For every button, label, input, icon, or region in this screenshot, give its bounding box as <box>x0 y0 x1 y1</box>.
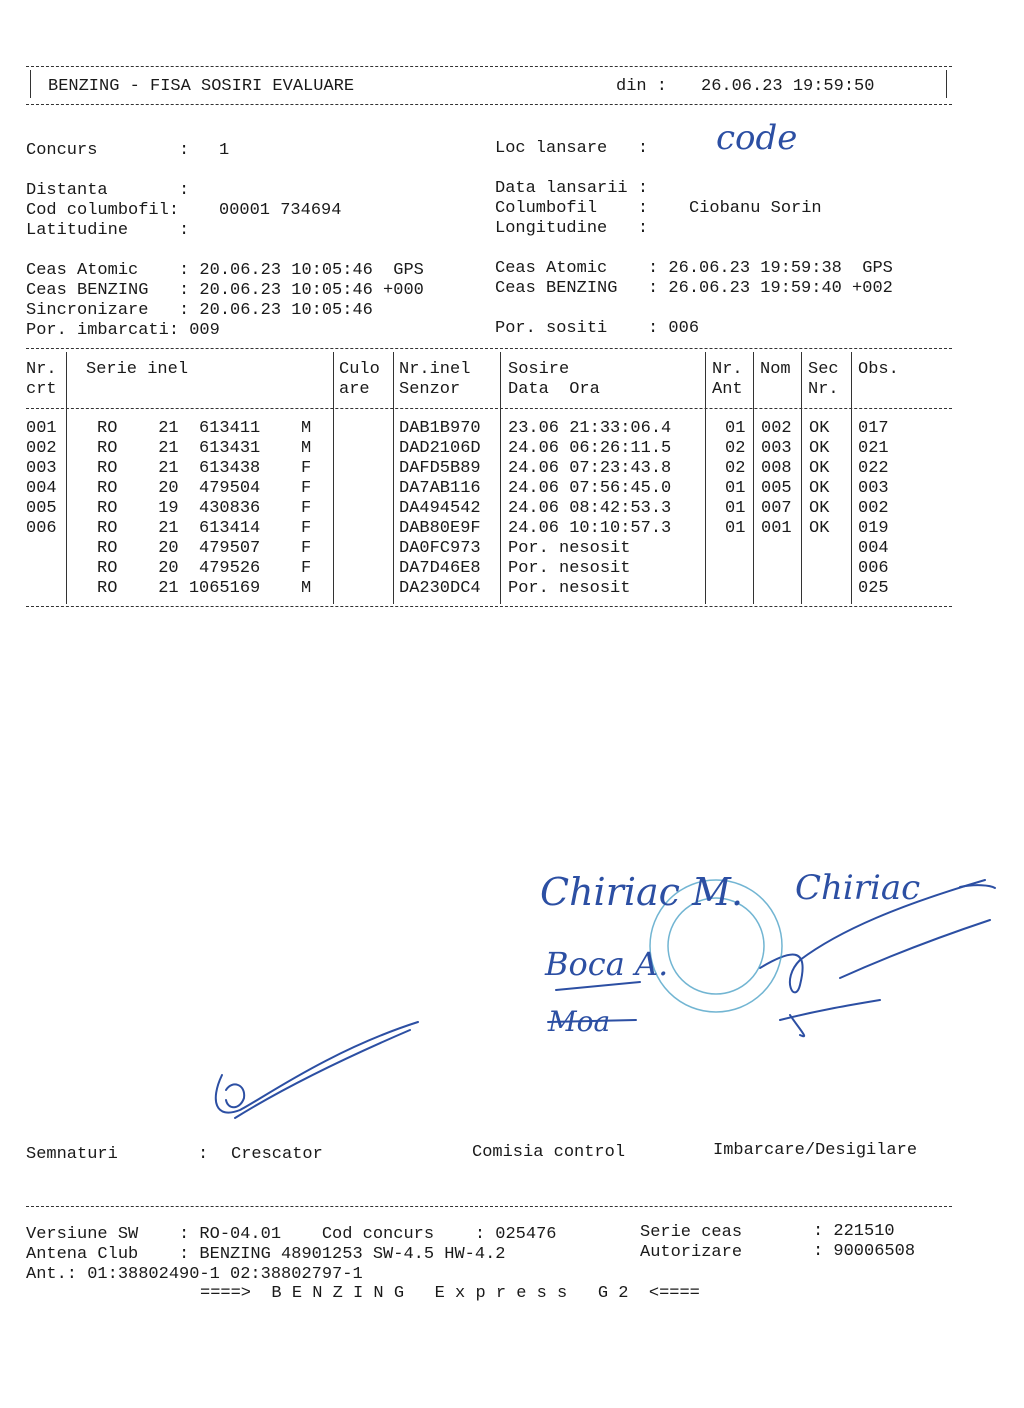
header-nr-ant-2: Ant <box>712 380 743 399</box>
handwritten-name-4: Chiriac <box>795 868 921 908</box>
cell-sosire: Por. nesosit <box>508 559 631 578</box>
cell-sec: OK <box>809 479 830 498</box>
header-sosire: Sosire <box>508 360 570 379</box>
loc-lansare-handwritten: code <box>716 118 798 158</box>
cell-nr: 006 <box>26 519 57 538</box>
cell-serie-inel: RO 21 613438 F <box>97 459 312 478</box>
antena-line: Antena Club : BENZING 48901253 SW-4.5 HW-4.2 <box>26 1245 506 1264</box>
autorizare-label: Autorizare <box>640 1243 743 1262</box>
cell-nr: 002 <box>26 439 57 458</box>
cell-nom: 003 <box>761 439 792 458</box>
concurs-label: Concurs : <box>26 141 190 160</box>
header-nr-ant-1: Nr. <box>712 360 743 379</box>
header-crt: crt <box>26 380 57 399</box>
cell-nr: 003 <box>26 459 57 478</box>
comisia-control-label: Comisia control <box>472 1143 626 1162</box>
cell-obs: 019 <box>858 519 889 538</box>
din-value: 26.06.23 19:59:50 <box>701 77 875 96</box>
cell-obs: 004 <box>858 539 889 558</box>
cell-senzor: DAB1B970 <box>399 419 481 438</box>
cell-ant: 02 <box>725 459 746 478</box>
cell-senzor: DA7D46E8 <box>399 559 481 578</box>
cell-sec: OK <box>809 459 830 478</box>
semnaturi-colon: : <box>198 1145 209 1164</box>
crescator-label: Crescator <box>231 1145 323 1164</box>
ceas-atomic-end: Ceas Atomic : 26.06.23 19:59:38 GPS <box>495 259 893 278</box>
brand-line: ====> B E N Z I N G E x p r e s s G 2 <==== <box>200 1284 700 1303</box>
ceas-benzing-start: Ceas BENZING : 20.06.23 10:05:46 +000 <box>26 281 424 300</box>
cell-sosire: Por. nesosit <box>508 579 631 598</box>
cell-obs: 017 <box>858 419 889 438</box>
ceas-atomic-start: Ceas Atomic : 20.06.23 10:05:46 GPS <box>26 261 424 280</box>
data-lansarii-label: Data lansarii : <box>495 179 649 198</box>
cell-nr: 005 <box>26 499 57 518</box>
cell-nom: 008 <box>761 459 792 478</box>
cell-nom: 001 <box>761 519 792 538</box>
cod-columbofil-value: 00001 734694 <box>219 201 342 220</box>
cell-sosire: 24.06 07:23:43.8 <box>508 459 672 478</box>
latitudine-label: Latitudine : <box>26 221 190 240</box>
loc-lansare-label: Loc lansare : <box>495 139 649 158</box>
cell-senzor: DA230DC4 <box>399 579 481 598</box>
versiune-line: Versiune SW : RO-04.01 Cod concurs : 025476 <box>26 1225 557 1244</box>
serie-ceas-value: : 221510 <box>813 1222 895 1241</box>
cell-ant: 01 <box>725 519 746 538</box>
cell-nom: 007 <box>761 499 792 518</box>
cell-obs: 022 <box>858 459 889 478</box>
serie-ceas-label: Serie ceas <box>640 1223 743 1242</box>
cell-ant: 01 <box>725 419 746 438</box>
cell-serie-inel: RO 20 479507 F <box>97 539 312 558</box>
cell-obs: 021 <box>858 439 889 458</box>
cell-nom: 002 <box>761 419 792 438</box>
semnaturi-label: Semnaturi <box>26 1145 118 1164</box>
cell-nom: 005 <box>761 479 792 498</box>
cell-serie-inel: RO 21 613414 F <box>97 519 312 538</box>
cell-sosire: 24.06 07:56:45.0 <box>508 479 672 498</box>
cell-ant: 01 <box>725 499 746 518</box>
cell-sec: OK <box>809 439 830 458</box>
header-sec: Sec <box>808 360 839 379</box>
cell-serie-inel: RO 20 479526 F <box>97 559 312 578</box>
imbarcare-label: Imbarcare/Desigilare <box>713 1141 918 1160</box>
header-senzor: Senzor <box>399 380 461 399</box>
longitudine-label: Longitudine : <box>495 219 649 238</box>
cell-sosire: Por. nesosit <box>508 539 631 558</box>
autorizare-value: : 90006508 <box>813 1242 916 1261</box>
footer-rule <box>26 1206 952 1207</box>
cell-serie-inel: RO 20 479504 F <box>97 479 312 498</box>
cell-obs: 003 <box>858 479 889 498</box>
cell-sosire: 24.06 06:26:11.5 <box>508 439 672 458</box>
header-nr: Nr. <box>26 360 57 379</box>
cell-obs: 002 <box>858 499 889 518</box>
cell-ant: 02 <box>725 439 746 458</box>
header-obs: Obs. <box>858 360 899 379</box>
cell-ant: 01 <box>725 479 746 498</box>
header-nom: Nom <box>760 360 791 379</box>
sincronizare: Sincronizare : 20.06.23 10:05:46 <box>26 301 373 320</box>
cell-sosire: 23.06 21:33:06.4 <box>508 419 672 438</box>
cell-serie-inel: RO 21 1065169 M <box>97 579 312 598</box>
cell-senzor: DA0FC973 <box>399 539 481 558</box>
cell-obs: 006 <box>858 559 889 578</box>
header-nr-inel: Nr.inel <box>399 360 471 379</box>
cell-senzor: DA7AB116 <box>399 479 481 498</box>
handwritten-name-1: Chiriac M. <box>540 870 744 914</box>
por-sositi: Por. sositi : 006 <box>495 319 700 338</box>
ant-line: Ant.: 01:38802490-1 02:38802797-1 <box>26 1265 363 1284</box>
header-data-ora: Data Ora <box>508 380 600 399</box>
header-culoare-2: are <box>339 380 370 399</box>
columbofil-value: Ciobanu Sorin <box>689 199 822 218</box>
cod-columbofil-label: Cod columbofil: <box>26 201 180 220</box>
cell-nr: 001 <box>26 419 57 438</box>
columbofil-label: Columbofil : <box>495 199 649 218</box>
handwritten-name-2: Boca A. <box>545 945 669 983</box>
concurs-value: 1 <box>219 141 230 160</box>
cell-senzor: DAD2106D <box>399 439 481 458</box>
document-title: BENZING - FISA SOSIRI EVALUARE <box>48 77 355 96</box>
ceas-benzing-end: Ceas BENZING : 26.06.23 19:59:40 +002 <box>495 279 893 298</box>
cell-senzor: DAB80E9F <box>399 519 481 538</box>
cell-senzor: DAFD5B89 <box>399 459 481 478</box>
cell-senzor: DA494542 <box>399 499 481 518</box>
cell-sosire: 24.06 08:42:53.3 <box>508 499 672 518</box>
por-imbarcati: Por. imbarcati: 009 <box>26 321 220 340</box>
cell-sec: OK <box>809 519 830 538</box>
cell-nr: 004 <box>26 479 57 498</box>
distanta-label: Distanta : <box>26 181 190 200</box>
cell-serie-inel: RO 21 613431 M <box>97 439 312 458</box>
header-culoare-1: Culo <box>339 360 380 379</box>
header-sec-nr: Nr. <box>808 380 839 399</box>
cell-serie-inel: RO 19 430836 F <box>97 499 312 518</box>
header-serie-inel: Serie inel <box>86 360 189 379</box>
cell-sec: OK <box>809 499 830 518</box>
handwritten-name-3: Moa <box>548 1005 611 1038</box>
cell-obs: 025 <box>858 579 889 598</box>
cell-sec: OK <box>809 419 830 438</box>
din-label: din : <box>616 77 668 96</box>
cell-sosire: 24.06 10:10:57.3 <box>508 519 672 538</box>
cell-serie-inel: RO 21 613411 M <box>97 419 312 438</box>
